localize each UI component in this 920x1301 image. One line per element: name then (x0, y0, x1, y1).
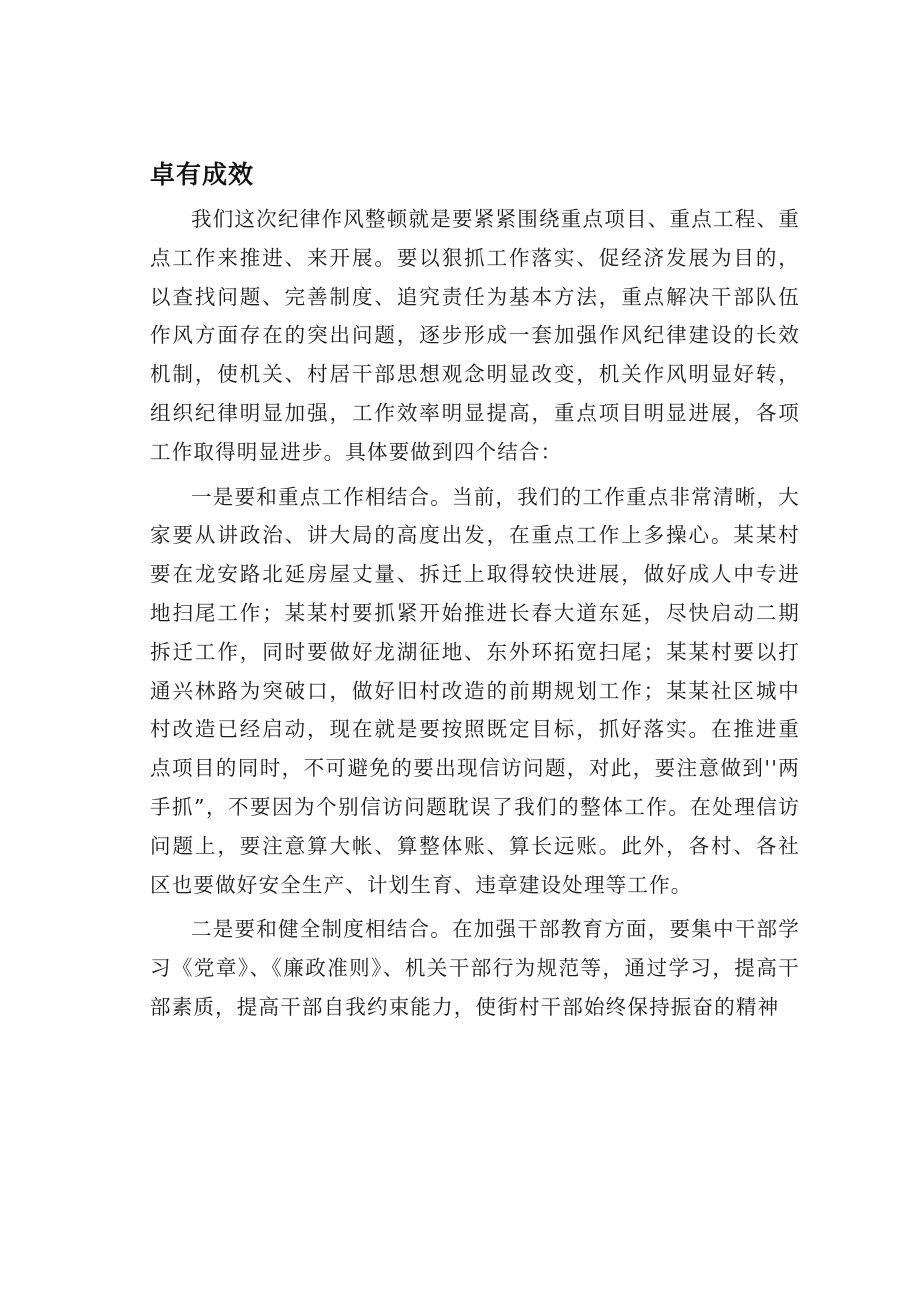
section-heading: 卓有成效 (150, 160, 255, 189)
paragraph-intro: 我们这次纪律作风整顿就是要紧紧围绕重点项目、重点工程、重点工作来推进、来开展。要以狠抓工作落实、促经济发展为目的，以查找问题、完善制度、追究责任为基本方法，重点解决干部队伍作风方面存在的突出问题，逐步形成一套加强作风纪律建设的长效机制，使机关、村居干部思想观念明显改变，机关作风明显好转，组织纪律明显加强，工作效率明显提高，重点项目明显进展，各项工作取得明显进步。具体要做到四个结合： (150, 207, 800, 464)
paragraph-point-two: 二是要和健全制度相结合。在加强干部教育方面，要集中干部学习《党章》、《廉政准则》、机关干部行为规范等，通过学习，提高干部素质，提高干部自我约束能力，使街村干部始终保持振奋的精神 (150, 917, 800, 1019)
document-body (150, 158, 800, 1033)
paragraph-point-one: 一是要和重点工作相结合。当前，我们的工作重点非常清晰，大家要从讲政治、讲大局的高度出发，在重点工作上多操心。某某村要在龙安路北延房屋丈量、拆迁上取得较快进展，做好成人中专进地扫尾工作；某某村要抓紧开始推进长春大道东延，尽快启动二期拆迁工作，同时要做好龙湖征地、东外环拓宽扫尾；某某村要以打通兴林路为突破口，做好旧村改造的前期规划工作；某某社区城中村改造已经启动，现在就是要按照既定目标，抓好落实。在推进重点项目的同时，不可避免的要出现信访问题，对此，要注意做到''两手抓”，不要因为个别信访问题耽误了我们的整体工作。在处理信访问题上，要注意算大帐、算整体账、算长远账。此外，各村、各社区也要做好安全生产、计划生育、违章建设处理等工作。 (150, 484, 800, 897)
